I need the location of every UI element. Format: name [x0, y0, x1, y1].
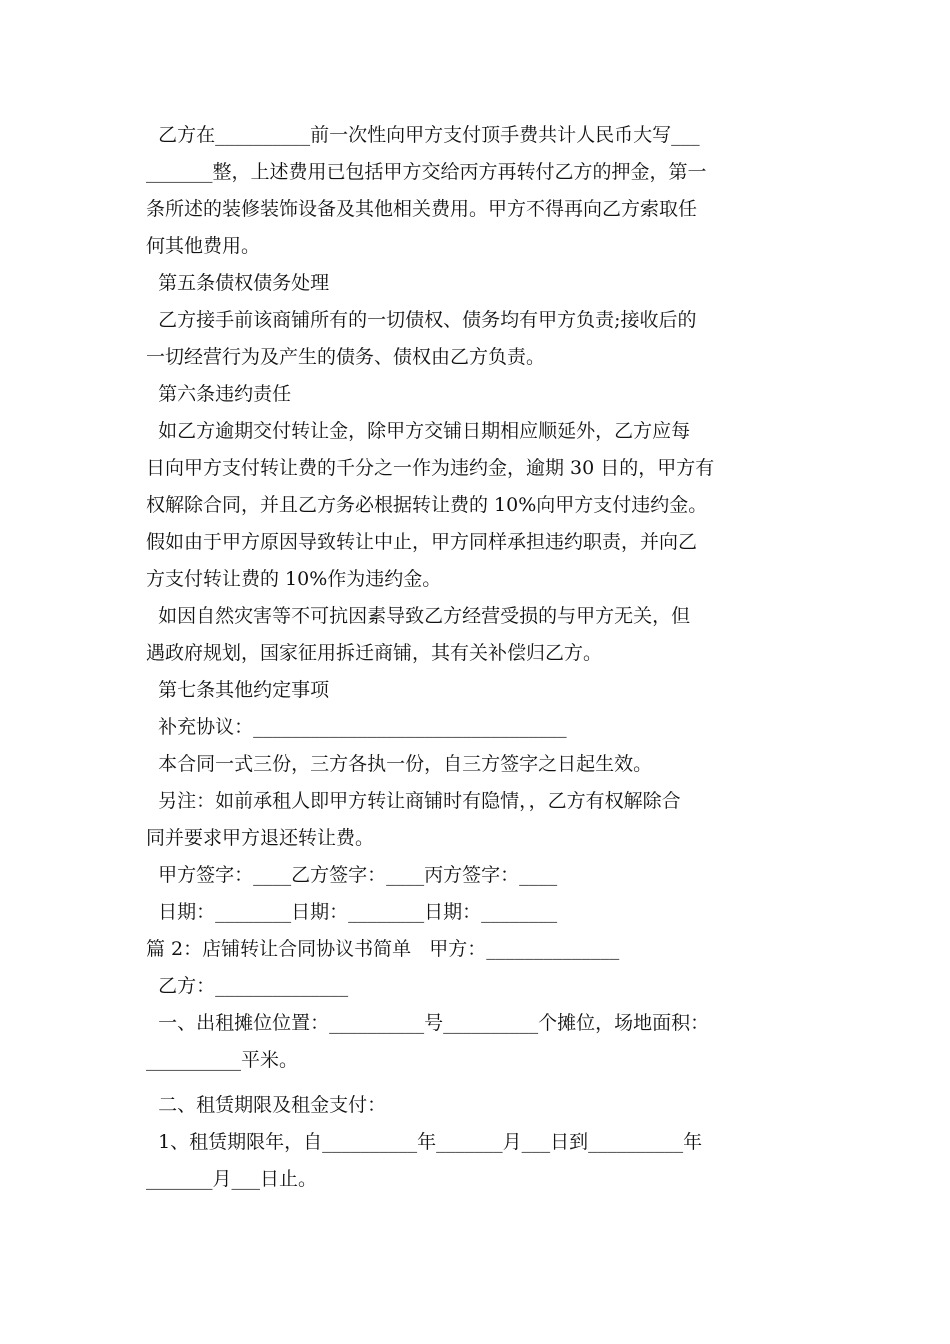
text-line: 一切经营行为及产生的债务、债权由乙方负责。: [146, 346, 546, 368]
text-line: 如因自然灾害等不可抗因素导致乙方经营受损的与甲方无关，但: [146, 605, 691, 627]
text-line: 另注：如前承租人即甲方转让商铺时有隐情，，乙方有权解除合: [146, 790, 681, 812]
text-line: 乙方在__________前一次性向甲方支付顶手费共计人民币大写___: [146, 124, 700, 146]
article-2-heading: 篇 2：店铺转让合同协议书简单 甲方：______________: [146, 938, 620, 960]
section-heading: 第六条违约责任: [146, 383, 292, 405]
text-line: 权解除合同，并且乙方务必根据转让费的 10%向甲方支付违约金。: [146, 494, 708, 516]
text-line: __________平米。: [146, 1049, 299, 1071]
text-line: 条所述的装修装饰设备及其他相关费用。甲方不得再向乙方索取任: [146, 198, 698, 220]
text-line: 假如由于甲方原因导致转让中止，甲方同样承担违约职责，并向乙: [146, 531, 698, 553]
section-heading: 二、租赁期限及租金支付：: [146, 1094, 387, 1116]
text-line: 本合同一式三份，三方各执一份，自三方签字之日起生效。: [146, 753, 653, 775]
section-heading: 第七条其他约定事项: [146, 679, 330, 701]
text-line: 如乙方逾期交付转让金，除甲方交铺日期相应顺延外，乙方应每: [146, 420, 691, 442]
signature-line: 甲方签字：____乙方签字：____丙方签字：____: [146, 864, 558, 886]
text-line: 1、租赁期限年，自__________年_______月___日到__________年: [146, 1131, 703, 1153]
date-line: 日期：________日期：________日期：________: [146, 901, 558, 923]
text-line: 遇政府规划，国家征用拆迁商铺，其有关补偿归乙方。: [146, 642, 603, 664]
text-line: 何其他费用。: [146, 235, 261, 257]
text-line: 方支付转让费的 10%作为违约金。: [146, 568, 442, 590]
text-line: 日向甲方支付转让费的千分之一作为违约金，逾期 30 日的，甲方有: [146, 457, 715, 479]
section-heading: 第五条债权债务处理: [146, 272, 330, 294]
party-b-line: 乙方：______________: [146, 975, 349, 997]
supplementary-agreement-line: 补充协议：_________________________________: [146, 716, 567, 738]
text-line: _______月___日止。: [146, 1168, 318, 1190]
text-line: _______整，上述费用已包括甲方交给丙方再转付乙方的押金，第一: [146, 161, 707, 183]
text-line: 一、出租摊位位置：__________号__________个摊位，场地面积：: [146, 1012, 710, 1034]
text-line: 同并要求甲方退还转让费。: [146, 827, 375, 849]
text-line: 乙方接手前该商铺所有的一切债权、债务均有甲方负责;接收后的: [146, 309, 697, 331]
